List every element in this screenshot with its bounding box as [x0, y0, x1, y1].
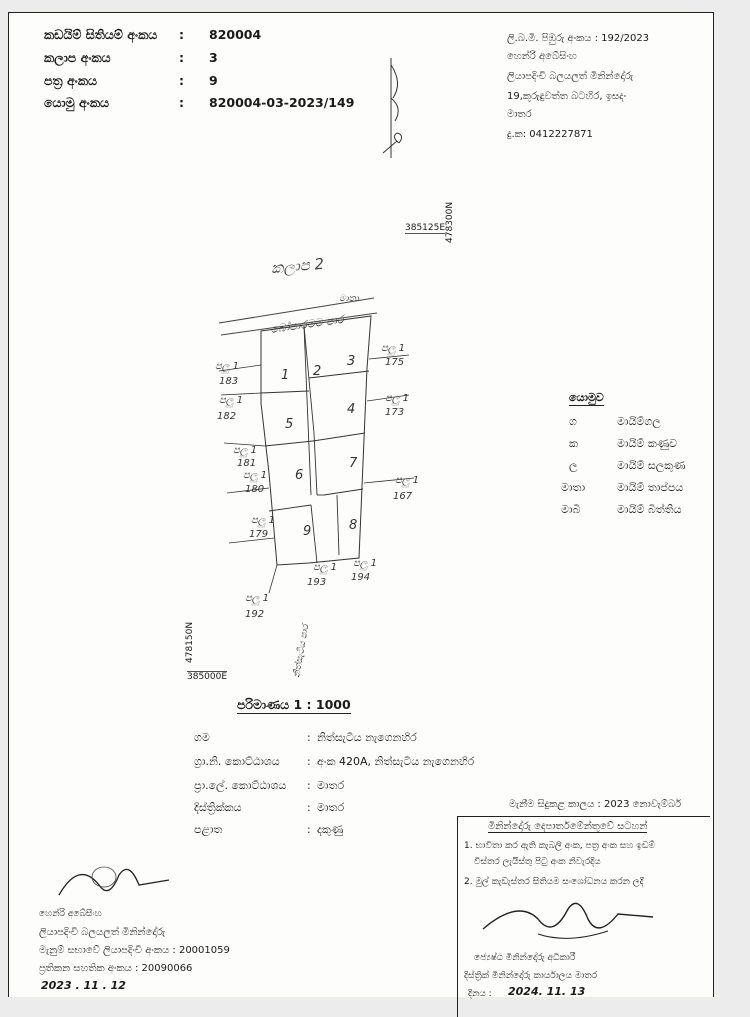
loc-value: දකුණු	[317, 823, 344, 836]
loc-label: දිස්ත්‍රික්කය	[194, 801, 242, 814]
neighbor-num: 194	[351, 572, 371, 583]
lot-number: 9	[303, 524, 312, 539]
neighbor-num: 193	[307, 577, 327, 588]
survey-period: මැනීම සිදුකළ කාලය : 2023 නොවැම්බර්	[509, 799, 682, 810]
surveyor-name: හෙන්රි අබේසිංහ	[507, 51, 577, 62]
coord-bottom-northing: 478150N	[185, 621, 195, 663]
lot-number: 1	[281, 368, 290, 383]
sheet-no-value: 9	[209, 73, 218, 88]
officer-signature	[478, 889, 678, 949]
lot-number: 7	[349, 456, 358, 471]
neighbor-pre: පලු 1	[215, 361, 239, 372]
neighbor-num: 179	[249, 529, 269, 540]
license-no: ලි.බ.මි. පිඹුරු අංකය : 192/2023	[507, 33, 650, 44]
dept-note1b: විස්තර ලැයිස්තු පිටු අංක නිවැරදිය	[474, 857, 601, 867]
office-name: දිස්ත්‍රික් මිනින්දෝරු කාර්යාලය මාතර	[464, 971, 598, 981]
footer-name: හෙන්රි අබේසිංහ	[39, 909, 102, 919]
lot-number: 4	[347, 402, 356, 417]
neighbor-labels	[215, 343, 419, 620]
road-left-label: නිත්සැටිය පාර	[292, 623, 312, 679]
legend-desc: මායිම් සලකුණ	[617, 459, 686, 472]
date-value: 2024. 11. 13	[508, 985, 586, 998]
department-notes-box	[457, 816, 710, 1017]
neighbor-num: 173	[385, 407, 405, 418]
north-arrow-icon	[369, 53, 419, 163]
map-no-value: 820004	[209, 27, 262, 42]
neighbor-pre: පලු 1	[385, 393, 409, 404]
dept-title: මිනින්දෝරු දෙපාර්තමේන්තුවේ සටහන්	[488, 821, 648, 832]
legend-desc: මායිම් කණුව	[617, 437, 678, 450]
neighbor-pre: පලු 1	[251, 515, 275, 526]
neighbor-pre: පලු 1	[353, 558, 377, 569]
neighbor-pre: පලු 1	[233, 445, 257, 456]
footer-cert: ප්‍රතිකන සහතික අංකය : 20090066	[39, 963, 193, 974]
neighbor-pre: පලු 1	[219, 395, 243, 406]
lot-number: 8	[349, 518, 358, 533]
zone-label: කලාප 2	[270, 254, 325, 278]
sep: :	[307, 823, 311, 836]
neighbor-num: 181	[237, 458, 257, 469]
lot-number: 2	[313, 364, 322, 379]
legend-symbol: ල	[569, 459, 578, 472]
sep: :	[179, 50, 184, 65]
footer-date: 2023 . 11 . 12	[41, 979, 126, 992]
officer-title: ජ්‍යෙෂ්ඨ මිනින්දෝරු අධිකාරී	[474, 953, 576, 963]
loc-label: ප්‍රා.ලේ. කොට්ඨාශය	[194, 779, 287, 792]
lot-number: 3	[347, 354, 356, 369]
zone-no-value: 3	[209, 50, 218, 65]
loc-value: අංක 420A, නිත්සැටිය නැගෙනහිර	[317, 755, 475, 768]
sheet-no-label: පත්‍ර අංකය	[44, 73, 97, 88]
surveyor-title: ලියාපදිංචි බලයලත් මිනින්දෝරු	[507, 71, 634, 82]
neighbor-num: 167	[393, 491, 413, 502]
sep: :	[179, 95, 184, 110]
sep: :	[307, 801, 311, 814]
scale-label: පරිමාණය 1 : 1000	[237, 697, 351, 712]
coord-top-northing: 478300N	[445, 201, 455, 243]
lot-numbers	[281, 354, 358, 539]
zone-no-label: කලාප අංකය	[44, 50, 111, 65]
neighbor-num: 180	[245, 484, 265, 495]
road-top-side: මාතා	[339, 294, 359, 304]
dept-note2: 2. මුල් කැඩැස්තර සිතියම සංශෝධනය කරන ලදී	[464, 877, 644, 887]
neighbor-pre: පලු 1	[313, 562, 337, 573]
sep: :	[179, 73, 184, 88]
legend-symbol: ක	[569, 437, 578, 450]
legend-symbol: ග	[569, 415, 577, 428]
neighbor-pre: පලු 1	[245, 593, 269, 604]
ref-no-label: යොමු අංකය	[44, 95, 109, 110]
legend-desc: මායිම් බිත්තිය	[617, 503, 682, 516]
coord-top-easting: 385125E	[405, 223, 446, 233]
neighbor-num: 192	[245, 609, 265, 620]
loc-label: ග්‍රා.නි. කොට්ඨාශය	[194, 755, 280, 768]
neighbor-pre: පලු 1	[243, 470, 267, 481]
neighbor-num: 183	[219, 376, 239, 387]
sep: :	[307, 755, 311, 768]
surveyor-city: මාතර	[507, 109, 532, 120]
sep: :	[307, 779, 311, 792]
lot-number: 6	[295, 468, 304, 483]
sep: :	[179, 27, 184, 42]
lot-number: 5	[285, 417, 294, 432]
coord-bottom-easting: 385000E	[187, 672, 228, 682]
legend-desc: මායිම් තාප්පය	[617, 481, 684, 494]
neighbor-pre: පලු 1	[395, 475, 419, 486]
legend-title: යොමුව	[569, 391, 604, 404]
legend-symbol: මාබි	[561, 503, 581, 516]
legend-desc: මායිම්ගල	[617, 415, 661, 428]
neighbor-num: 175	[385, 357, 405, 368]
sep: :	[307, 731, 311, 744]
surveyor-signature	[49, 855, 179, 915]
footer-title: ලියාපදිංචි බලයලත් මිනින්දෝරු	[39, 927, 166, 938]
legend-symbol: මාතා	[561, 481, 586, 494]
road-top-label: බෝපාරමම පාර	[269, 312, 345, 336]
loc-label: ගම	[194, 731, 210, 744]
neighbor-num: 182	[217, 411, 237, 422]
surveyor-address: 19,කුරුඳුවත්ත බටහිර, ඉසදං	[507, 91, 627, 102]
loc-value: මාතර	[317, 801, 345, 814]
date-label: දිනය :	[468, 989, 492, 999]
loc-label: පළාත	[194, 823, 223, 836]
document-sheet	[8, 12, 714, 997]
loc-value: නිත්සැටිය නැගෙනහිර	[317, 731, 417, 744]
map-no-label: කඩයිම් සිතියම් අංකය	[44, 27, 158, 42]
ref-no-value: 820004-03-2023/149	[209, 95, 355, 110]
footer-reg: මැනුම් සභාවේ ලියාපදිංචි අංකය : 20001059	[39, 945, 230, 956]
dept-note1a: 1. භාවිතා කර ඇති කැබලි අංක, පත්‍ර අංක සහ ඉඩම්	[464, 841, 655, 851]
cadastral-plot-map	[199, 283, 439, 679]
surveyor-phone: දු.ක: 0412227871	[507, 129, 593, 140]
loc-value: මාතර	[317, 779, 345, 792]
neighbor-pre: පලු 1	[381, 343, 405, 354]
